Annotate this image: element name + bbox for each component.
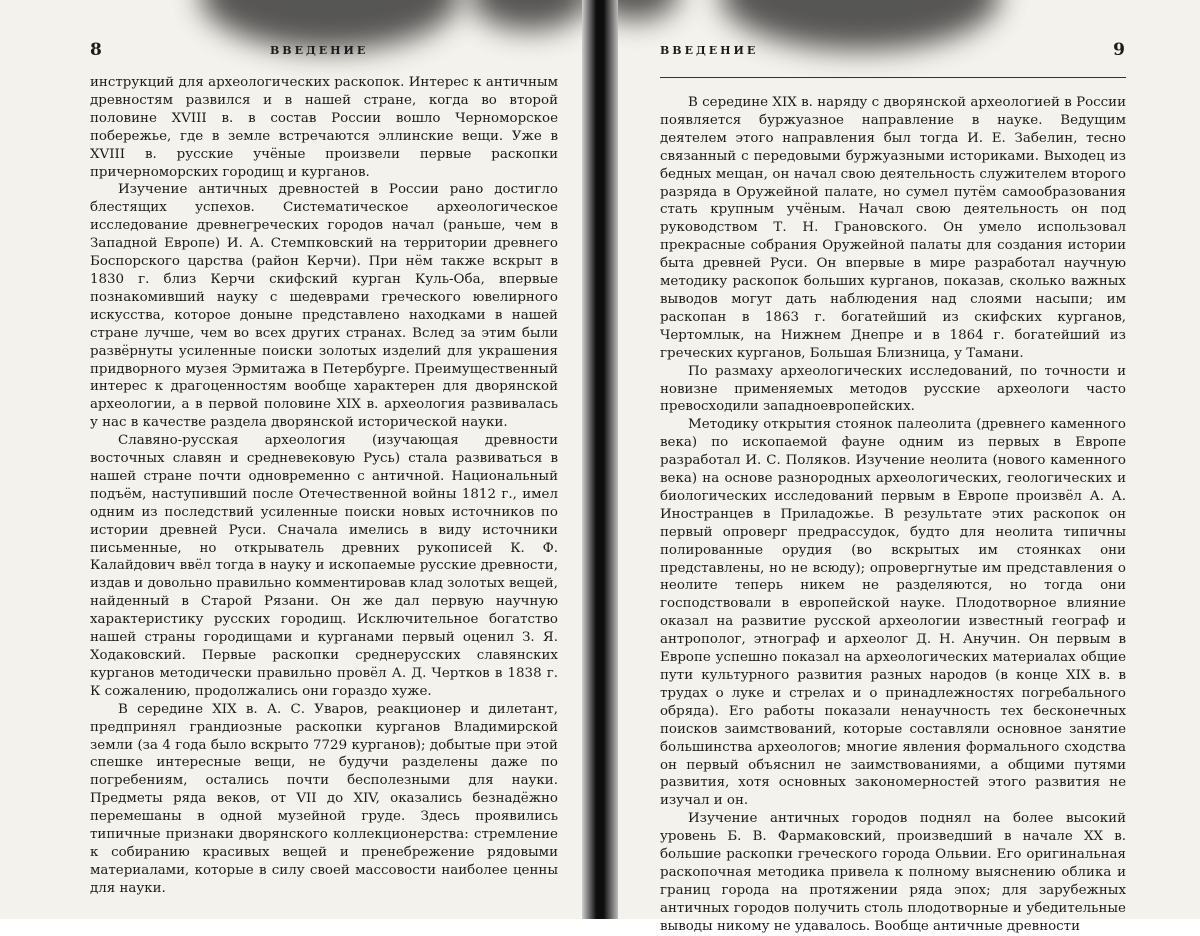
paragraph: Славяно-русская археология (изучающая древности восточных славян и средневековую Русь) стала развиваться в нашей стране почти одновременно с античной. Национальный подъём, наступивший после Отечественной войны 1812 г., имел одним из последствий усиленные поиски новых источников по истории древней Руси. Сначала имелись в виду источники письменные, но открыватель древних рукописей К. Ф. Калайдович ввёл тогда в науку и ископаемые русские древности, издав и довольно правильно комментировав клад золотых вещей, найденный в Старой Рязани. Он же дал первую научную характеристику русских городищ. Исключительное богатство нашей страны городищами и курганами первый оценил З. Я. Ходаковский. Первые раскопки среднерусских славянских курганов методически правильно провёл А. Д. Чертков в 1838 г. К сожалению, продолжались они гораздо хуже.	[90, 433, 558, 699]
header-rule	[660, 77, 1126, 78]
running-title: ВВЕДЕНИЕ	[660, 44, 759, 57]
left-page-header	[90, 40, 558, 66]
left-page-body	[90, 74, 558, 898]
scan-smudge	[470, 0, 590, 30]
right-page-body	[660, 94, 1126, 936]
book-gutter	[582, 0, 618, 919]
paragraph: Изучение античных городов поднял на более высокий уровень Б. В. Фармаковский, произведший в начале XX в. большие раскопки греческого города Ольвии. Его оригинальная раскопочная методика привела к полному выяснению облика и границ города на протяжении ряда эпох; для зарубежных античных городов получить столь плодотворные и убедительные выводы никому не удавалось. Вообще античные древности	[660, 811, 1126, 934]
running-title: ВВЕДЕНИЕ	[270, 44, 369, 57]
page-number: 9	[1113, 40, 1125, 60]
paragraph: В середине XIX в. А. С. Уваров, реакционер и дилетант, предпринял грандиозные раскопки курганов Владимирской земли (за 4 года было вскрыто 7729 курганов); добытые при этой спешке интересные вещи, не будучи разделены даже по погребениям, остались почти бесполезными для науки. Предметы ряда веков, от VII до XIV, оказались безнадёжно перемешаны в одной музейной груде. Здесь проявились типичные признаки дворянского коллекционерства: стремление к собиранию красивых вещей и пренебрежение рядовыми материалами, которые в силу своей массовости наиболее ценны для науки.	[90, 701, 558, 896]
right-page-header	[660, 40, 1125, 66]
paragraph: Изучение античных древностей в России рано достигло блестящих успехов. Систематическое археологическое исследование древнегреческих городов начал (раньше, чем в Западной Европе) И. А. Стемпковский на территории древнего Боспорского царства (район Керчи). При нём также вскрыт в 1830 г. близ Керчи скифский курган Куль-Оба, впервые познакомивший науку с шедеврами греческого ювелирного искусства, которое доныне представлено находками в нашей стране лучше, чем во всех других странах. Вслед за этим были развёрнуты усиленные поиски золотых изделий для украшения придворного музея Эрмитажа в Петербурге. Преимущественный интерес к драгоценностям вообще характерен для дворянской археологии, а в первой половине XIX в. археология развивалась у нас в качестве раздела дворянской исторической науки.	[90, 182, 558, 431]
paragraph: По размаху археологических исследований, по точности и новизне применяемых методов русские археологи часто превосходили западноевропейских.	[660, 363, 1126, 415]
paragraph: В середине XIX в. наряду с дворянской археологией в России появляется буржуазное направление в науке. Ведущим деятелем этого направления был тогда И. Е. Забелин, тесно связанный с передовыми буржуазными историками. Выходец из бедных мещан, он начал свою деятельность служителем второго разряда в Оружейной палате, но сумел путём самообразования стать крупным учёным. Начал свою деятельность он под руководством Т. Н. Грановского. Он умело использовал прекрасные собрания Оружейной палаты для создания истории быта древней Руси. Он впервые в мире разработал научную методику раскопок больших курганов, показав, сколько важных выводов могут дать наблюдения над слоями насыпи; им раскопан в 1863 г. богатейший из скифских курганов, Чертомлык, на Нижнем Днепре и в 1864 г. богатейший из греческих курганов, Большая Близница, у Тамани.	[660, 95, 1126, 361]
paragraph: инструкций для археологических раскопок. Интерес к античным древностям развился и в нашей стране, когда во второй половине XVIII в. в состав России вошло Черноморское побережье, где в земле встречаются эллинские вещи. Уже в XVIII в. русские учёные произвели первые раскопки причерноморских городищ и курганов.	[90, 75, 558, 180]
paragraph: Методику открытия стоянок палеолита (древнего каменного века) по ископаемой фауне одним из первых в Европе разработал И. С. Поляков. Изучение неолита (нового каменного века) на основе разнородных археологических, геологических и биологических исследований первым в Европе произвёл А. А. Иностранцев в Приладожье. В результате этих раскопок он первый опроверг предрассудок, будто для неолита типичны полированные орудия (во вскрытых им стоянках они представлены, но не всюду); опровергнутые им представления о неолите теперь никем не разделяются, но тогда они господствовали в европейской науке. Плодотворное влияние оказал на развитие русской археологии известный географ и антрополог, этнограф и археолог Д. Н. Анучин. Он первым в Европе успешно показал на археологических материалах общие пути культурного развития разных народов (в конце XIX в. в трудах о луке и стрелах и о принадлежностях погребального обряда). Его работы показали ненаучность тех бесконечных поисков заимствований, которые составляли основное занятие большинства археологов; многие явления формального сходства он первый объяснил не заимствованиями, а общими путями развития, хотя основных закономерностей этого развития не изучал и он.	[660, 417, 1126, 809]
page-number: 8	[90, 40, 102, 60]
left-page	[0, 0, 600, 919]
